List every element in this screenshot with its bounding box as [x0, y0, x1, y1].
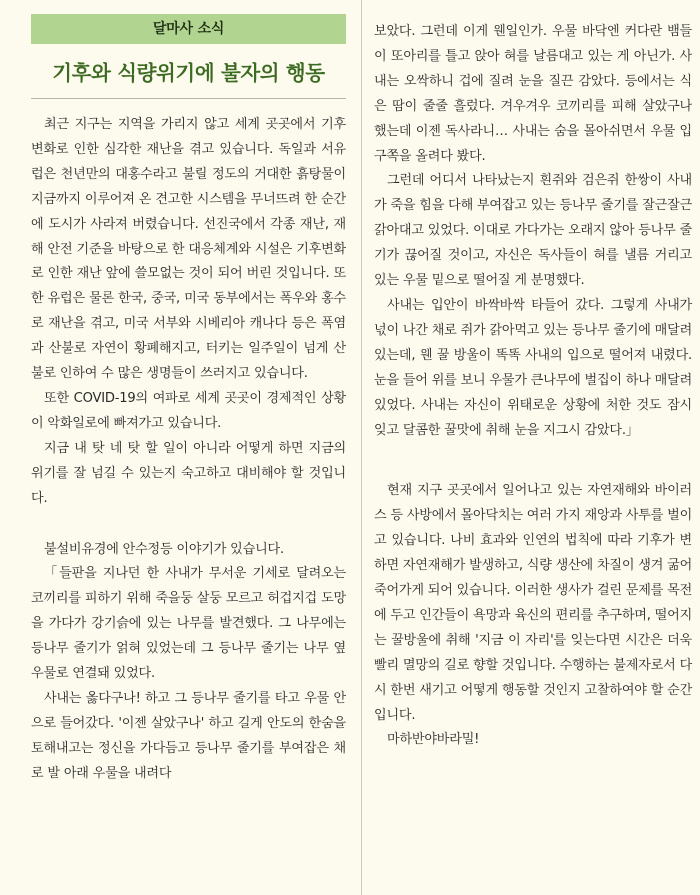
paragraph: 그런데 어디서 나타났는지 흰쥐와 검은쥐 한쌍이 사내가 죽을 힘을 다해 부여잡고 있는 등나무 줄기를 잘근잘근 갉아대고 있었다. 이대로 가다가는 오래지 않아 등나무 줄기가 끊어질 것이고, 자신은 독사들이 혀를 낼름 거리고 있는 우물 밑으로 떨어질 게 분명했다. [374, 173, 693, 289]
paragraph: 또한 COVID-19의 여파로 세계 곳곳이 경제적인 상황이 악화일로에 빠져가고 있습니다. [31, 390, 346, 431]
title-divider [31, 98, 346, 99]
paragraph: 「들판을 지나던 한 사내가 무서운 기세로 달려오는 코끼리를 피하기 위해 죽을둥 살둥 모르고 허겁지겁 도망을 가다가 강기슭에 있는 나무를 발견했다. 그 나무에는 등나무 줄기가 얽혀 있었는데 그 등나무 줄기는 나무 옆 우물로 연결돼 있었다. [31, 566, 346, 682]
paragraph: 보았다. 그런데 이게 웬일인가. 우물 바닥엔 커다란 뱀들이 또아리를 틀고 앉아 혀를 날름대고 있는 게 아닌가. 사내는 오싹하니 겁에 질려 눈을 질끈 감았다. 등에서는 식은 땀이 줄줄 흘렀다. 겨우겨우 코끼리를 피해 살았구나 했는데 이젠 독사라니… 사내는 숨을 몰아쉬면서 우물 입구쪽을 올려다 봤다. [374, 24, 692, 164]
column-divider [361, 0, 362, 895]
article-title: 기후와 식량위기에 불자의 행동 [52, 61, 325, 85]
paragraph-gap [31, 512, 346, 538]
paragraph: 현재 지구 곳곳에서 일어나고 있는 자연재해와 바이러스 등 사방에서 몰아닥치는 여러 가지 재앙과 사투를 벌이고 있습니다. 나비 효과와 인연의 법칙에 따라 기후가 변하면 자연재해가 발생하고, 식량 생산에 차질이 생겨 굶어 죽어가게 되어 있습니다. 이러한 생사가 걸린 문제를 목전에 두고 인간들이 욕망과 육신의 편리를 추구하며, 떨어지는 꿀방울에 취해 '지금 이 자리'를 잊는다면 시간은 더욱 빨리 멸망의 길로 향할 것입니다. 수행하는 불제자로서 다시 한번 새기고 어떻게 행동할 것인지 고찰하여야 할 순간입니다. [374, 483, 693, 723]
paragraph: 사내는 입안이 바싹바싹 타들어 갔다. 그렇게 사내가 넋이 나간 채로 쥐가 갉아먹고 있는 등나무 줄기에 매달려 있는데, 웬 꿀 방울이 똑똑 사내의 입으로 떨어져 내렸다. 눈을 들어 위를 보니 우물가 큰나무에 벌집이 하나 매달려 있었다. 사내는 자신이 위태로운 상황에 처한 것도 잠시 잊고 달콤한 꿀맛에 취해 눈을 지그시 감았다.」 [374, 297, 693, 438]
paragraph: 사내는 옳다구나! 하고 그 등나무 줄기를 타고 우물 안으로 들어갔다. '이젠 살았구나' 하고 길게 안도의 한숨을 토해내고는 정신을 가다듬고 등나무 줄기를 부여잡은 채로 발 아래 우물을 내려다 [31, 690, 346, 781]
paragraph: 지금 내 탓 네 탓 할 일이 아니라 어떻게 하면 지금의 위기를 잘 넘길 수 있는지 숙고하고 대비해야 할 것입니다. [31, 440, 346, 506]
section-label: 달마사 소식 [31, 14, 346, 44]
paragraph: 최근 지구는 지역을 가리지 않고 세계 곳곳에서 기후 변화로 인한 심각한 재난을 겪고 있습니다. 독일과 서유럽은 천년만의 대홍수라고 불릴 정도의 거대한 흙탕물이 지금까지 이루어져 온 견고한 시스템을 무너뜨려 한 순간에 도시가 사라져 버렸습니다. 선진국에서 각종 재난, 재해 안전 기준을 바탕으로 한 대응체계와 시설은 기후변화로 인한 재난 앞에 쓸모없는 것이 되어 버린 것입니다. 또한 유럽은 물론 한국, 중국, 미국 동부에서는 폭우와 홍수로 재난을 겪고, 미국 서부와 시베리아 캐나다 등은 폭염과 산불로 자연이 황폐해지고, 터키는 일주일이 넘게 산불로 인하여 수 많은 생명들이 쓰러지고 있습니다. [31, 117, 346, 382]
paragraph: 불설비유경에 안수정등 이야기가 있습니다. [44, 541, 284, 557]
right-column [374, 20, 692, 753]
paragraph: 마하반야바라밀! [387, 732, 480, 748]
paragraph-gap [374, 443, 692, 479]
left-column [31, 14, 346, 787]
